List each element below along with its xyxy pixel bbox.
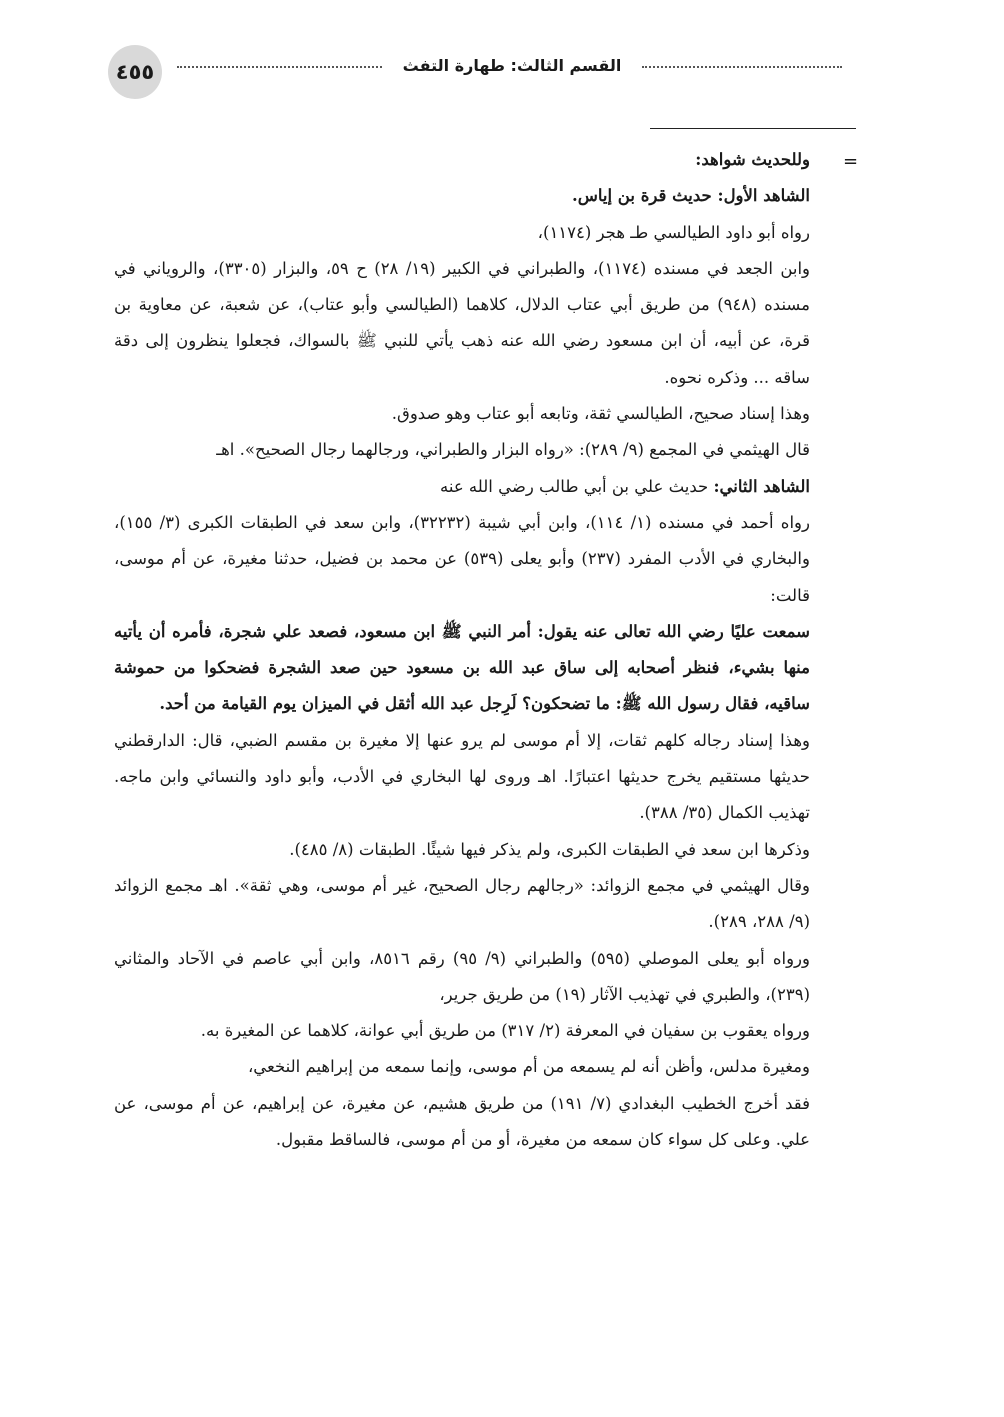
paragraph-second-witness-heading	[114, 469, 810, 505]
paragraph-hadith-text: سمعت عليًا رضي الله تعالى عنه يقول: أمر النبي ﷺ ابن مسعود، فصعد علي شجرة، فأمره أن يأتيه منها بشيء، فنظر أصحابه إلى ساق عبد الله بن مسعود حين صعد الشجرة فضحكوا من حموشة ساقيه، فقال رسول الله ﷺ: ما تضحكون؟ لَرِجل عبد الله أثقل في الميزان يوم القيامة من أحد.	[114, 621, 810, 714]
paragraph: رواه أحمد في مسنده (١/ ١١٤)، وابن أبي شيبة (٣٢٢٣٢)، وابن سعد في الطبقات الكبرى (٣/ ١٥٥)، والبخاري في الأدب المفرد (٢٣٧) وأبو يعلى (٥٣٩) عن محمد بن فضيل، حدثنا مغيرة، عن أم موسى، قالت:	[114, 512, 810, 605]
paragraph: وقال الهيثمي في مجمع الزوائد: «رجالهم رجال الصحيح، غير أم موسى، وهي ثقة». اهـ مجمع الزوائد (٩/ ٢٨٨، ٢٨٩).	[114, 875, 810, 932]
running-header-title: القسم الثالث: طهارة التفث	[402, 56, 622, 75]
paragraph: وابن الجعد في مسنده (١١٧٤)، والطبراني في الكبير (١٩/ ٢٨) ح ٥٩، والبزار (٣٣٠٥)، والروياني في مسنده (٩٤٨) من طريق أبي عتاب الدلال، كلاهما (الطيالسي وأبو عتاب)، عن شعبة، عن معاوية بن قرة، عن أبيه، أن ابن مسعود رضي الله عنه ذهب يأتي للنبي ﷺ بالسواك، فجعلوا ينظرون إلى دقة ساقه ... وذكره نحوه.	[114, 258, 811, 387]
paragraph: وذكرها ابن سعد في الطبقات الكبرى، ولم يذكر فيها شيئًا. الطبقات (٨/ ٤٨٥).	[289, 839, 810, 859]
paragraph: قال الهيثمي في المجمع (٩/ ٢٨٩): «رواه البزار والطبراني، ورجالهما رجال الصحيح». اهـ	[216, 440, 810, 460]
header-dotted-leader-left	[177, 66, 382, 68]
header-dotted-leader-right	[642, 66, 842, 68]
paragraph: وهذا إسناد رجاله كلهم ثقات، إلا أم موسى لم يرو عنها إلا مغيرة بن مقسم الضبي، قال: الدارقطني حديثها مستقيم يخرج حديثها اعتبارًا. اهـ وروى لها البخاري في الأدب، وأبو داود والنسائي وابن ماجه. تهذيب الكمال (٣٥/ ٣٨٨).	[114, 730, 810, 823]
paragraph: رواه أبو داود الطيالسي طـ هجر (١١٧٤)،	[537, 222, 810, 242]
paragraph: ورواه أبو يعلى الموصلي (٥٩٥) والطبراني (٩/ ٩٥) رقم ٨٥١٦، وابن أبي عاصم في الآحاد والمثاني (٢٣٩)، والطبري في تهذيب الآثار (١٩) من طريق جرير،	[114, 948, 810, 1004]
paragraph: وهذا إسناد صحيح، الطيالسي ثقة، وتابعه أبو عتاب وهو صدوق.	[391, 404, 810, 424]
second-witness-label: الشاهد الثاني:	[713, 476, 810, 496]
paragraph: ومغيرة مدلس، وأظن أنه لم يسمعه من أم موسى، وإنما سمعه من إبراهيم النخعي،	[247, 1057, 810, 1077]
paragraph: ورواه يعقوب بن سفيان في المعرفة (٢/ ٣١٧) من طريق أبي عوانة، كلاهما عن المغيرة به.	[200, 1021, 810, 1041]
footnote-separator-rule	[650, 128, 856, 129]
footnote-body	[114, 142, 810, 1158]
paragraph-first-witness-heading: الشاهد الأول: حديث قرة بن إياس.	[571, 186, 810, 206]
footnote-continuation-marker: =	[843, 151, 859, 172]
paragraph-intro: وللحديث شواهد:	[695, 150, 810, 169]
page-number: ٤٥٥	[108, 45, 162, 99]
second-witness-text: حديث علي بن أبي طالب رضي الله عنه	[440, 476, 714, 496]
paragraph: فقد أخرج الخطيب البغدادي (٧/ ١٩١) من طريق هشيم، عن مغيرة، عن إبراهيم، عن أم موسى، عن علي. وعلى كل سواء كان سمعه من مغيرة، أو من أم موسى، فالساقط مقبول.	[114, 1093, 810, 1150]
